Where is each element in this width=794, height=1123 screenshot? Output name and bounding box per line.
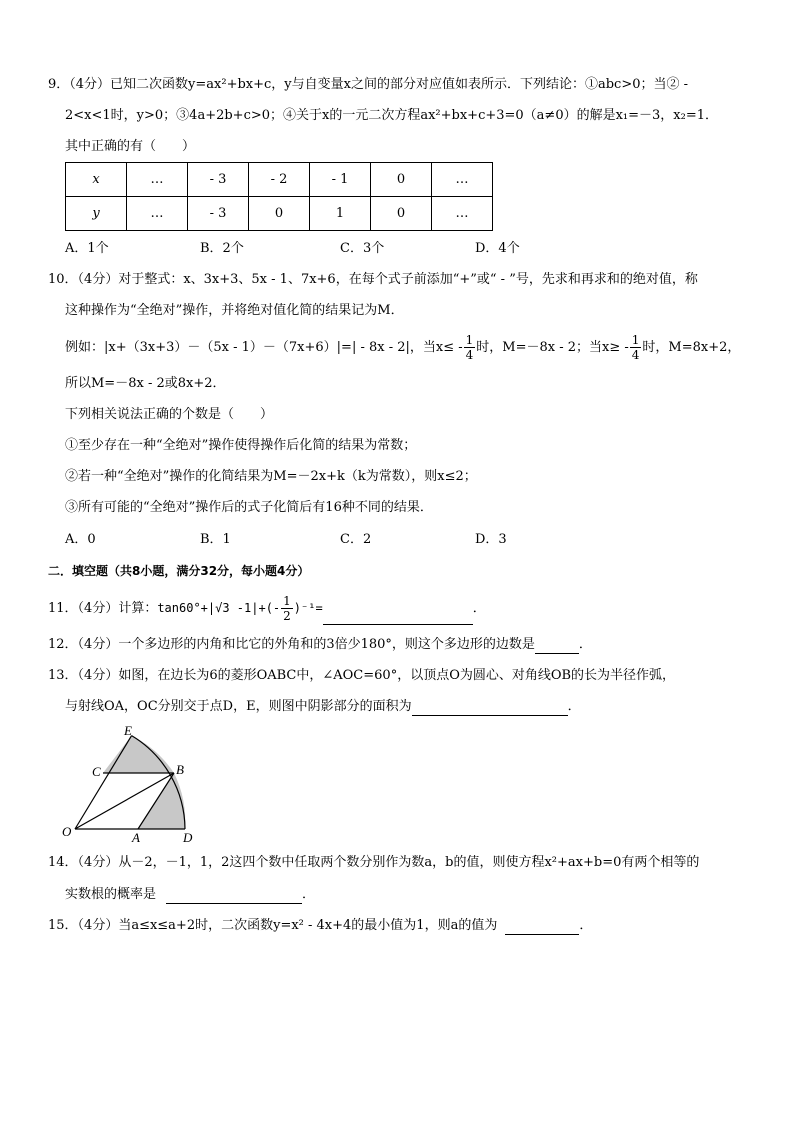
q10-option-a: A．0 — [65, 532, 96, 547]
label-o: O — [62, 824, 72, 839]
answer-blank[interactable] — [505, 920, 579, 935]
q10-line2: 这种操作为“全绝对”操作，并将绝对值化简的结果记为M． — [65, 303, 404, 318]
q11-suffix: ． — [472, 601, 486, 616]
table-cell: - 2 — [249, 163, 310, 197]
q10-option-b: B．1 — [200, 532, 231, 547]
q13-line2-wrap — [65, 698, 581, 716]
q10-example-part-b: 时，M=－8x - 2；当x≥ - — [476, 340, 629, 355]
q14-line2: 实数根的概率是 — [65, 887, 157, 902]
table-cell: … — [432, 163, 493, 197]
table-row — [66, 163, 493, 197]
table-cell: x — [66, 163, 127, 197]
q10-statement-1: ①至少存在一种“全绝对”操作使得操作后化简的结果为常数； — [65, 438, 417, 453]
shaded-region-upper — [103, 736, 174, 773]
label-e: E — [124, 723, 132, 738]
fraction-quarter — [630, 333, 642, 362]
answer-blank[interactable] — [412, 701, 568, 716]
label-a: A — [132, 830, 140, 845]
table-cell: - 3 — [188, 197, 249, 231]
q10-example — [65, 331, 740, 365]
table-cell: - 1 — [310, 163, 371, 197]
q9-line3: 其中正确的有（ ） — [65, 139, 196, 154]
table-cell: 0 — [249, 197, 310, 231]
q10-statement-2: ②若一种“全绝对”操作的化简结果为M=－2x+k（k为常数），则x≤2； — [65, 469, 477, 484]
q9-option-b: B．2个 — [200, 241, 244, 256]
fraction-denominator: 4 — [465, 348, 474, 362]
table-cell: y — [66, 197, 127, 231]
q15-line — [48, 917, 592, 935]
fraction-numerator: 1 — [631, 333, 640, 347]
q9-option-a: A．1个 — [65, 241, 109, 256]
q11-expression-b: )⁻¹= — [293, 601, 323, 615]
q9-line1: 9．（4分）已知二次函数y=ax²+bx+c，y与自变量x之间的部分对应值如表所示．下列结论：①abc>0；当② - — [48, 77, 689, 92]
label-d: D — [183, 830, 193, 845]
table-cell: 1 — [310, 197, 371, 231]
q10-option-c: C．2 — [340, 532, 372, 547]
q10-statement-3: ③所有可能的“全绝对”操作后的式子化简后有16种不同的结果． — [65, 500, 433, 515]
q13-line1: 13．（4分）如图，在边长为6的菱形OABC中，∠AOC=60°，以顶点O为圆心、对角线OB的长为半径作弧， — [48, 668, 676, 683]
ray-oc — [75, 736, 132, 829]
q12-line — [48, 636, 592, 654]
q10-example-part-a: 例如：|x+（3x+3）－（5x - 1）－（7x+6）|=| - 8x - 2|，当x≤ - — [65, 340, 463, 355]
q9-option-c: C．3个 — [340, 241, 385, 256]
answer-blank[interactable] — [323, 610, 473, 625]
rhombus-sector-figure — [60, 722, 210, 846]
table-cell: 0 — [371, 197, 432, 231]
q14-line2-wrap — [65, 886, 315, 904]
fraction-denominator: 2 — [283, 609, 291, 623]
q13-suffix: ． — [567, 699, 581, 714]
table-cell: 0 — [371, 163, 432, 197]
q15-text: 15．（4分）当a≤x≤a+2时，二次函数y=x² - 4x+4的最小值为1，则a的值为 — [48, 918, 498, 933]
q9-line2: 2<x<1时，y>0；③4a+2b+c>0；④关于x的一元二次方程ax²+bx+c+3=0（a≠0）的解是x₁=－3，x₂=1． — [65, 108, 719, 123]
q10-line5: 下列相关说法正确的个数是（ ） — [65, 407, 274, 422]
section-heading: 二．填空题（共8小题，满分32分，每小题4分） — [48, 564, 310, 578]
fraction-half — [281, 594, 293, 623]
fraction-quarter — [464, 333, 476, 362]
q12-suffix: ． — [578, 637, 592, 652]
q10-example-part-c: 时，M=8x+2， — [642, 340, 741, 355]
q10-line4: 所以M=－8x - 2或8x+2． — [65, 376, 226, 391]
q14-line1: 14．（4分）从－2，－1，1，2这四个数中任取两个数分别作为数a，b的值，则使方程x²+ax+b=0有两个相等的 — [48, 855, 700, 870]
q11-expression-a: tan60°+|√3 -1|+(- — [157, 601, 281, 615]
table-row — [66, 197, 493, 231]
q11-line — [48, 592, 486, 625]
table-cell: … — [127, 163, 188, 197]
label-c: C — [92, 764, 101, 779]
table-cell: - 3 — [188, 163, 249, 197]
answer-blank[interactable] — [535, 639, 579, 654]
answer-blank[interactable] — [166, 889, 302, 904]
q10-line1: 10．（4分）对于整式：x、3x+3、5x - 1、7x+6，在每个式子前添加“+”或“ - ”号，先求和再求和的绝对值，称 — [48, 272, 698, 287]
q14-suffix: ． — [302, 887, 316, 902]
q12-text: 12．（4分）一个多边形的内角和比它的外角和的3倍少180°，则这个多边形的边数是 — [48, 637, 535, 652]
fraction-numerator: 1 — [465, 333, 474, 347]
label-b: B — [176, 762, 184, 777]
table-cell: … — [432, 197, 493, 231]
q11-prefix: 11．（4分）计算： — [48, 601, 158, 616]
q9-option-d: D．4个 — [475, 241, 520, 256]
table-cell: … — [127, 197, 188, 231]
value-table — [65, 162, 493, 231]
fraction-numerator: 1 — [283, 594, 291, 608]
q10-option-d: D．3 — [475, 532, 507, 547]
q15-suffix: ． — [579, 918, 593, 933]
shaded-region-lower — [138, 773, 185, 829]
fraction-denominator: 4 — [631, 348, 640, 362]
q13-line2: 与射线OA，OC分别交于点D，E，则图中阴影部分的面积为 — [65, 699, 412, 714]
